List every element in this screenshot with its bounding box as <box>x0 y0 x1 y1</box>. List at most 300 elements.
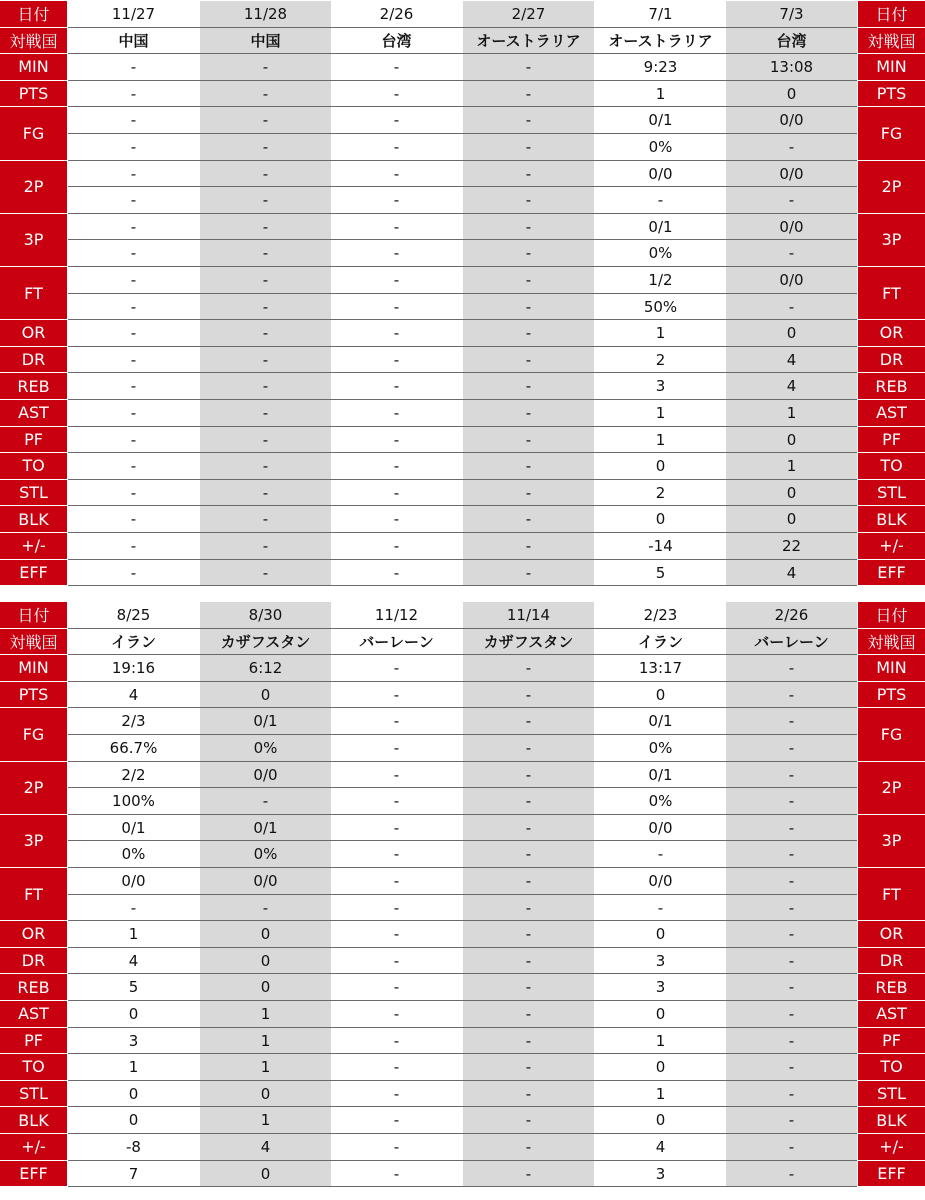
row-label-right: PTS <box>858 682 925 709</box>
stat-cell: -8 <box>126 1138 141 1156</box>
stat-cell: - <box>463 762 594 789</box>
stat-cell: - <box>393 297 400 316</box>
stat-row-blk <box>0 506 925 533</box>
row-label-right: STL <box>858 480 925 507</box>
stat-cell: - <box>726 948 857 975</box>
stat-cell: - <box>726 868 857 895</box>
stat-cell: 3 <box>128 1031 139 1050</box>
row-label-right: +/- <box>858 533 925 560</box>
stat-cell: 4 <box>128 685 139 704</box>
stat-cell: - <box>463 453 594 480</box>
stat-cell: - <box>200 895 331 922</box>
stat-cell: - <box>393 951 400 970</box>
row-label-right: 対戦国 <box>858 28 925 55</box>
row-label-left: +/- <box>0 533 67 560</box>
row-label-right: TO <box>858 1054 925 1081</box>
row-label-left: DR <box>0 347 67 374</box>
stat-cell: - <box>726 134 857 161</box>
stat-row-2p <box>0 762 925 789</box>
stat-cell: 0 <box>200 682 331 709</box>
stat-row-3p <box>0 214 925 241</box>
stat-cell: 0/0 <box>726 214 857 241</box>
stat-cell: - <box>463 161 594 188</box>
stat-cell: 4 <box>726 347 857 374</box>
row-label-right: OR <box>858 921 925 948</box>
date-cell: 8/25 <box>116 606 151 624</box>
row-label-left: FG <box>0 708 67 761</box>
stat-cell: - <box>463 81 594 108</box>
stat-cell: - <box>463 533 594 560</box>
date-cell: 11/14 <box>463 602 594 629</box>
stat-cell: - <box>393 1164 400 1183</box>
row-label-right: 2P <box>858 762 925 815</box>
row-label-left: PTS <box>0 81 67 108</box>
stat-cell: 0/0 <box>726 267 857 294</box>
row-label-left: TO <box>0 1054 67 1081</box>
stat-cell: 0 <box>655 510 666 529</box>
stat-cell: - <box>393 712 400 731</box>
stat-cell: - <box>130 430 137 449</box>
row-label-left: OR <box>0 921 67 948</box>
row-label-left: FG <box>0 107 67 160</box>
stat-cell: - <box>393 1005 400 1023</box>
stat-cell: 3 <box>655 1164 666 1183</box>
stat-cell: 1 <box>200 1001 331 1028</box>
stat-row-ast <box>0 400 925 427</box>
row-label-left: 2P <box>0 762 67 815</box>
stat-cell: 2 <box>655 350 666 369</box>
stat-row-fg <box>0 107 925 134</box>
stat-row-pf <box>0 427 925 454</box>
opponent-cell: イラン <box>637 632 683 651</box>
row-label-left: OR <box>0 320 67 347</box>
stat-cell: 1 <box>655 324 666 343</box>
row-label-right: FG <box>858 708 925 761</box>
stat-row-ft <box>0 895 925 922</box>
stat-cell: 0 <box>726 480 857 507</box>
stat-cell: - <box>393 58 400 77</box>
row-label-left: EFF <box>0 560 67 587</box>
row-label-right: AST <box>858 1001 925 1028</box>
stat-cell: - <box>393 111 400 130</box>
stat-cell: 0 <box>200 921 331 948</box>
row-label-right: FT <box>858 267 925 320</box>
stat-cell: - <box>393 872 400 890</box>
stat-cell: - <box>393 430 400 449</box>
stat-cell: 0 <box>200 1081 331 1108</box>
stat-row-eff <box>0 560 925 587</box>
stat-cell: - <box>463 682 594 709</box>
opponent-cell: カザフスタン <box>200 629 331 656</box>
stat-cell: 0 <box>726 81 857 108</box>
stat-cell: 2/2 <box>121 765 146 784</box>
stat-cell: - <box>393 138 400 156</box>
stat-cell: - <box>657 845 664 864</box>
stat-cell: - <box>130 111 137 130</box>
stat-cell: - <box>463 1107 594 1134</box>
stat-cell: - <box>463 815 594 842</box>
stat-cell: - <box>200 187 331 214</box>
stat-cell: - <box>463 1001 594 1028</box>
row-label-left: FT <box>0 868 67 921</box>
stat-row-ft <box>0 267 925 294</box>
date-cell: 2/23 <box>643 606 678 624</box>
stat-cell: 1 <box>128 925 139 944</box>
stat-cell: 4 <box>726 373 857 400</box>
stat-cell: - <box>200 320 331 347</box>
stat-cell: 1 <box>726 453 857 480</box>
row-label-right: AST <box>858 400 925 427</box>
stat-row-reb <box>0 373 925 400</box>
stat-cell: 1 <box>655 1031 666 1050</box>
row-label-left: REB <box>0 373 67 400</box>
stat-cell: - <box>130 244 137 263</box>
stat-row-to <box>0 453 925 480</box>
stat-cell: 0 <box>128 1084 139 1103</box>
stat-cell: - <box>726 708 857 735</box>
row-label-right: 2P <box>858 161 925 214</box>
stat-cell: 1 <box>655 1084 666 1103</box>
opponent-cell: 台湾 <box>381 31 412 50</box>
stat-row-or <box>0 320 925 347</box>
stat-cell: - <box>130 350 137 369</box>
stat-cell: - <box>463 868 594 895</box>
stat-cell: - <box>726 1028 857 1055</box>
stat-cell: 0/1 <box>200 708 331 735</box>
stat-cell: - <box>463 240 594 267</box>
stat-cell: - <box>726 788 857 815</box>
stat-cell: 13:17 <box>638 659 683 678</box>
stat-cell: - <box>393 244 400 263</box>
stat-cell: - <box>393 792 400 811</box>
stat-cell: - <box>393 1138 400 1156</box>
stat-row-pf <box>0 1028 925 1055</box>
opponent-cell: 台湾 <box>726 28 857 55</box>
stat-cell: - <box>393 483 400 502</box>
stat-cell: - <box>393 765 400 784</box>
stat-cell: 1/2 <box>648 271 673 289</box>
stat-cell: - <box>200 294 331 321</box>
row-label-left: REB <box>0 974 67 1001</box>
stat-cell: 100% <box>112 792 155 811</box>
date-cell: 11/12 <box>374 606 419 624</box>
stat-cell: - <box>393 563 400 582</box>
stat-cell: 6:12 <box>200 655 331 682</box>
stat-cell: 0 <box>655 1005 666 1023</box>
stat-cell: - <box>200 214 331 241</box>
stat-cell: - <box>200 81 331 108</box>
date-row <box>0 1 925 28</box>
stat-cell: 0/1 <box>648 217 673 236</box>
stat-row-2p <box>0 187 925 214</box>
stat-cell: - <box>463 1054 594 1081</box>
row-label-left: 3P <box>0 815 67 868</box>
stat-cell: 0% <box>648 138 673 156</box>
row-label-left: TO <box>0 453 67 480</box>
row-label-right: MIN <box>858 54 925 81</box>
stat-cell: - <box>130 510 137 529</box>
opponent-cell: カザフスタン <box>463 629 594 656</box>
stat-cell: - <box>726 1001 857 1028</box>
stat-cell: - <box>726 1161 857 1188</box>
stat-cell: 1 <box>655 404 666 422</box>
stat-cell: 0 <box>655 1058 666 1077</box>
stat-cell: - <box>463 480 594 507</box>
stat-cell: 0 <box>200 974 331 1001</box>
row-label-right: 3P <box>858 214 925 267</box>
row-label-right: 3P <box>858 815 925 868</box>
stat-cell: 0% <box>200 735 331 762</box>
stat-cell: 0/0 <box>200 762 331 789</box>
stat-row-2p <box>0 161 925 188</box>
stat-cell: 0/1 <box>200 815 331 842</box>
stat-cell: - <box>393 898 400 917</box>
stat-cell: 0/0 <box>121 872 146 890</box>
stat-cell: 0/0 <box>200 868 331 895</box>
stat-cell: - <box>200 373 331 400</box>
stat-cell: - <box>393 350 400 369</box>
stat-cell: - <box>393 845 400 864</box>
row-label-right: DR <box>858 347 925 374</box>
stat-cell: - <box>726 240 857 267</box>
stat-cell: - <box>463 1161 594 1188</box>
opponent-row <box>0 28 925 55</box>
stat-row-plus-minus <box>0 1134 925 1161</box>
stat-cell: - <box>393 1084 400 1103</box>
stat-cell: - <box>393 685 400 704</box>
row-label-right: OR <box>858 320 925 347</box>
row-label-left: AST <box>0 400 67 427</box>
stat-row-or <box>0 921 925 948</box>
stat-cell: - <box>393 978 400 997</box>
stat-cell: 5 <box>655 563 666 582</box>
stat-cell: 0 <box>726 506 857 533</box>
opponent-cell: 中国 <box>200 28 331 55</box>
row-label-left: FT <box>0 267 67 320</box>
row-label-right: +/- <box>858 1134 925 1161</box>
stat-row-to <box>0 1054 925 1081</box>
row-label-left: STL <box>0 1081 67 1108</box>
stat-cell: - <box>463 54 594 81</box>
date-cell: 2/27 <box>463 1 594 28</box>
stat-cell: - <box>463 427 594 454</box>
row-label-right: 日付 <box>858 1 925 28</box>
stat-cell: 1 <box>655 430 666 449</box>
stat-row-min <box>0 54 925 81</box>
stat-cell: - <box>726 895 857 922</box>
stat-cell: 0 <box>128 1111 139 1130</box>
stat-cell: 1 <box>200 1107 331 1134</box>
stat-cell: - <box>200 54 331 81</box>
stat-cell: - <box>393 1058 400 1077</box>
stat-row-3p <box>0 841 925 868</box>
row-label-right: FG <box>858 107 925 160</box>
stat-cell: - <box>726 294 857 321</box>
stat-cell: 0% <box>648 244 673 263</box>
stat-cell: - <box>393 404 400 422</box>
row-label-right: DR <box>858 948 925 975</box>
stat-cell: 0/1 <box>648 712 673 731</box>
row-label-left: 対戦国 <box>0 629 67 656</box>
row-label-right: PF <box>858 427 925 454</box>
row-label-right: 対戦国 <box>858 629 925 656</box>
date-cell: 8/30 <box>200 602 331 629</box>
stat-cell: 0 <box>655 1111 666 1130</box>
row-label-left: MIN <box>0 655 67 682</box>
stat-cell: - <box>463 788 594 815</box>
stat-cell: 1 <box>200 1054 331 1081</box>
date-cell: 7/3 <box>726 1 857 28</box>
stat-cell: 19:16 <box>111 659 156 678</box>
stat-cell: - <box>463 107 594 134</box>
stat-cell: 0 <box>655 685 666 704</box>
stat-cell: 0/0 <box>726 107 857 134</box>
stat-row-ast <box>0 1001 925 1028</box>
stat-row-3p <box>0 815 925 842</box>
stat-cell: - <box>726 682 857 709</box>
stat-row-eff <box>0 1161 925 1188</box>
row-label-right: 日付 <box>858 602 925 629</box>
stat-cell: - <box>200 347 331 374</box>
stat-cell: 1 <box>655 84 666 103</box>
stat-cell: - <box>657 191 664 210</box>
stat-row-stl <box>0 1081 925 1108</box>
stat-row-fg <box>0 708 925 735</box>
stat-cell: - <box>463 506 594 533</box>
stat-cell: - <box>393 818 400 837</box>
stat-cell: 0 <box>128 1005 139 1023</box>
stat-cell: - <box>130 58 137 77</box>
row-label-right: TO <box>858 453 925 480</box>
stat-cell: 3 <box>655 377 666 396</box>
stat-cell: -14 <box>648 537 673 555</box>
stat-cell: - <box>463 1134 594 1161</box>
stat-cell: - <box>463 1028 594 1055</box>
stat-cell: - <box>463 347 594 374</box>
stat-cell: - <box>393 217 400 236</box>
row-label-left: +/- <box>0 1134 67 1161</box>
stat-cell: - <box>463 948 594 975</box>
stat-cell: - <box>463 1081 594 1108</box>
stat-row-dr <box>0 347 925 374</box>
stat-cell: - <box>200 267 331 294</box>
stat-cell: - <box>463 560 594 587</box>
stat-cell: - <box>463 708 594 735</box>
stat-cell: 7 <box>128 1164 139 1183</box>
row-label-left: STL <box>0 480 67 507</box>
stat-cell: - <box>200 107 331 134</box>
date-row <box>0 602 925 629</box>
stat-cell: - <box>393 191 400 210</box>
stat-cell: - <box>130 217 137 236</box>
stat-cell: 0 <box>655 457 666 476</box>
row-label-left: 日付 <box>0 1 67 28</box>
opponent-cell: イラン <box>110 632 156 651</box>
row-label-right: MIN <box>858 655 925 682</box>
stat-cell: - <box>393 84 400 103</box>
stat-cell: - <box>200 480 331 507</box>
stat-cell: - <box>200 453 331 480</box>
stat-row-reb <box>0 974 925 1001</box>
row-label-right: PF <box>858 1028 925 1055</box>
stat-cell: - <box>463 373 594 400</box>
row-label-left: DR <box>0 948 67 975</box>
opponent-cell: バーレーン <box>726 629 857 656</box>
stat-row-ft <box>0 294 925 321</box>
stat-cell: - <box>393 457 400 476</box>
stat-cell: 0 <box>655 925 666 944</box>
stat-cell: - <box>726 1081 857 1108</box>
stat-row-pts <box>0 81 925 108</box>
stat-cell: - <box>463 294 594 321</box>
stat-cell: - <box>463 267 594 294</box>
stat-cell: 3 <box>655 978 666 997</box>
stat-cell: - <box>130 563 137 582</box>
row-label-left: 対戦国 <box>0 28 67 55</box>
stat-cell: 22 <box>726 533 857 560</box>
row-label-left: MIN <box>0 54 67 81</box>
date-cell: 11/27 <box>111 5 156 23</box>
opponent-cell: 中国 <box>118 31 149 50</box>
stat-cell: - <box>200 506 331 533</box>
stat-cell: 0 <box>200 1161 331 1188</box>
stat-cell: - <box>463 214 594 241</box>
stat-cell: - <box>726 187 857 214</box>
row-label-right: FT <box>858 868 925 921</box>
stat-cell: - <box>463 655 594 682</box>
stat-cell: 3 <box>655 951 666 970</box>
stat-cell: - <box>130 324 137 343</box>
stat-cell: 0/1 <box>648 111 673 130</box>
stat-cell: - <box>200 161 331 188</box>
stat-cell: 0/0 <box>726 161 857 188</box>
row-label-right: STL <box>858 1081 925 1108</box>
row-label-left: 日付 <box>0 602 67 629</box>
stat-cell: - <box>463 895 594 922</box>
row-label-right: BLK <box>858 1107 925 1134</box>
stat-row-2p <box>0 788 925 815</box>
stat-row-blk <box>0 1107 925 1134</box>
stat-cell: - <box>130 84 137 103</box>
row-label-left: BLK <box>0 506 67 533</box>
stat-cell: - <box>200 560 331 587</box>
stat-row-ft <box>0 868 925 895</box>
stat-row-3p <box>0 240 925 267</box>
date-cell: 2/26 <box>726 602 857 629</box>
stat-cell: - <box>726 841 857 868</box>
stat-row-stl <box>0 480 925 507</box>
stat-cell: - <box>393 510 400 529</box>
stat-cell: - <box>200 533 331 560</box>
row-label-left: PF <box>0 427 67 454</box>
stat-row-dr <box>0 948 925 975</box>
row-label-right: EFF <box>858 560 925 587</box>
stat-cell: - <box>726 974 857 1001</box>
stat-cell: 1 <box>128 1058 139 1077</box>
stat-cell: 2 <box>655 483 666 502</box>
opponent-row <box>0 629 925 656</box>
row-label-left: BLK <box>0 1107 67 1134</box>
row-label-left: 3P <box>0 214 67 267</box>
stat-cell: 0 <box>726 427 857 454</box>
stat-cell: - <box>463 400 594 427</box>
stat-cell: - <box>463 735 594 762</box>
stat-cell: - <box>726 762 857 789</box>
stat-cell: - <box>726 1107 857 1134</box>
stat-cell: - <box>130 191 137 210</box>
stat-row-pts <box>0 682 925 709</box>
stat-cell: - <box>130 271 137 289</box>
